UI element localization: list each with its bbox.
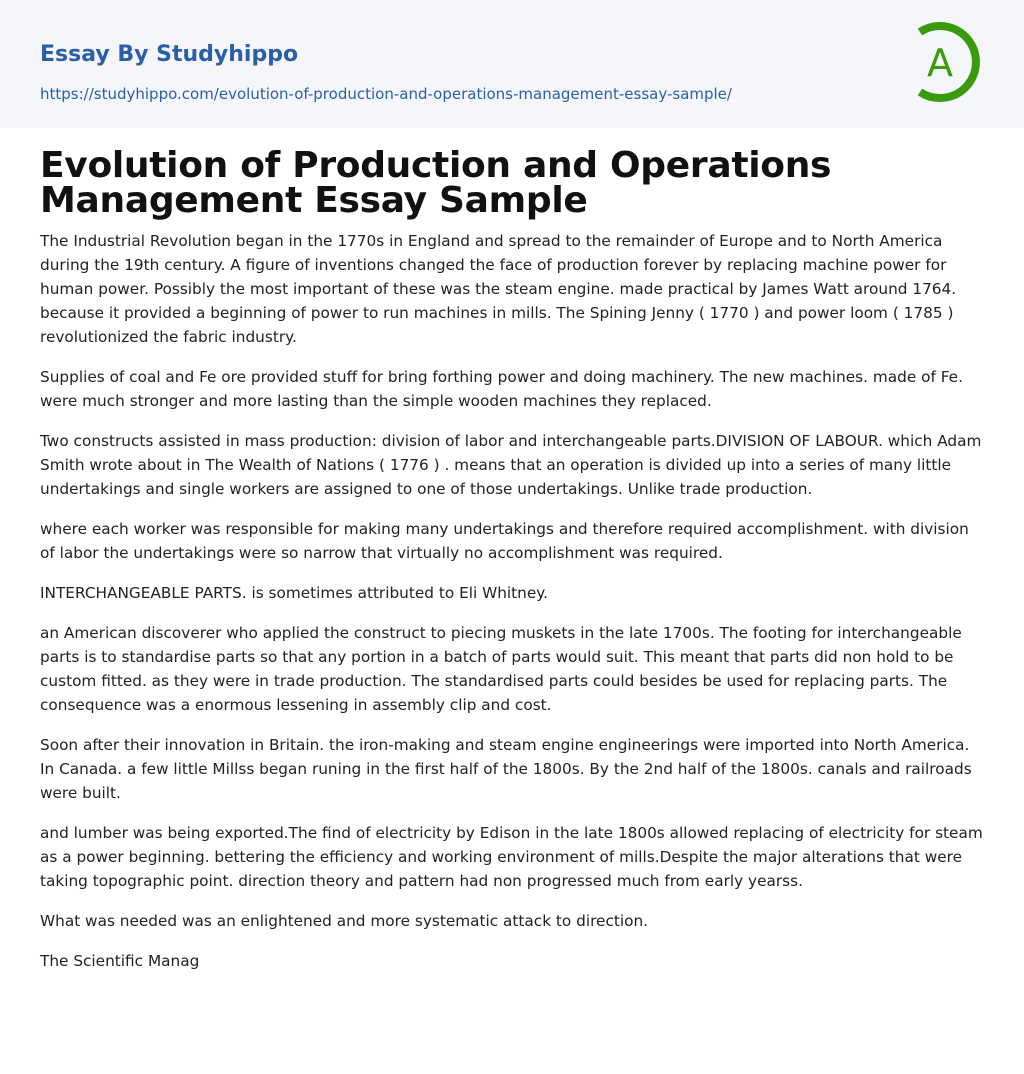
page-title: Evolution of Production and Operations Management Essay Sample — [40, 145, 832, 221]
paragraph: Soon after their innovation in Britain. the iron-making and steam engine engineerings were imported into North America. In Canada. a few little Millss began runing in the first half of the 1800s. By the 2nd half of the 1800s. canals and railroads were built. — [40, 736, 972, 802]
paragraph: The Industrial Revolution began in the 1770s in England and spread to the remainder of Europe and to North America during the 19th century. A figure of inventions changed the face of production forever by replacing machine power for human power. Possibly the most important of these was the steam engine. made practical by James Watt around 1764. because it provided a beginning of power to run machines in mills. The Spining Jenny ( 1770 ) and power loom ( 1785 ) revolutionized the fabric industry. — [40, 232, 957, 346]
paragraph: and lumber was being exported.The find of electricity by Edison in the late 1800s allowed replacing of electricity for steam as a power beginning. bettering the efficiency and working environment of mills.Despite the major alterations that were taking topographic point. direction theory and pattern had non progressed much from early yearss. — [40, 824, 983, 890]
brand-title: Essay By Studyhippo — [40, 42, 299, 67]
site-header — [0, 0, 1024, 128]
paragraph: Two constructs assisted in mass production: division of labor and interchangeable parts.DIVISION OF LABOUR. which Adam Smith wrote about in The Wealth of Nations ( 1776 ) . means that an operation is divided up into a series of many little undertakings and single workers are assigned to one of those undertakings. Unlike trade production. — [40, 432, 982, 498]
paragraph: where each worker was responsible for making many undertakings and therefore required accomplishment. with division of labor the undertakings were so narrow that virtually no accomplishment was required. — [40, 520, 969, 562]
paragraph: What was needed was an enlightened and more systematic attack to direction. — [40, 912, 649, 930]
paragraph: The Scientific Manag — [40, 952, 200, 970]
paragraph: Supplies of coal and Fe ore provided stuff for bring forthing power and doing machinery. The new machines. made of Fe. were much stronger and more lasting than the simple wooden machines they replaced. — [40, 368, 963, 410]
essay-content — [0, 128, 1024, 973]
essay-body — [40, 229, 984, 973]
studyhippo-logo-icon — [912, 18, 988, 106]
paragraph: an American discoverer who applied the construct to piecing muskets in the late 1700s. The footing for interchangeable parts is to standardise parts so that any portion in a batch of parts would suit. This meant that parts did non hold to be custom fitted. as they were in trade production. The standardised parts could besides be used for replacing parts. The consequence was a enormous lessening in assembly clip and cost. — [40, 624, 962, 714]
paragraph: INTERCHANGEABLE PARTS. is sometimes attributed to Eli Whitney. — [40, 584, 549, 602]
svg-text:A: A — [927, 41, 953, 85]
source-url-link[interactable]: https://studyhippo.com/evolution-of-production-and-operations-management-essay-sample/ — [40, 85, 732, 103]
